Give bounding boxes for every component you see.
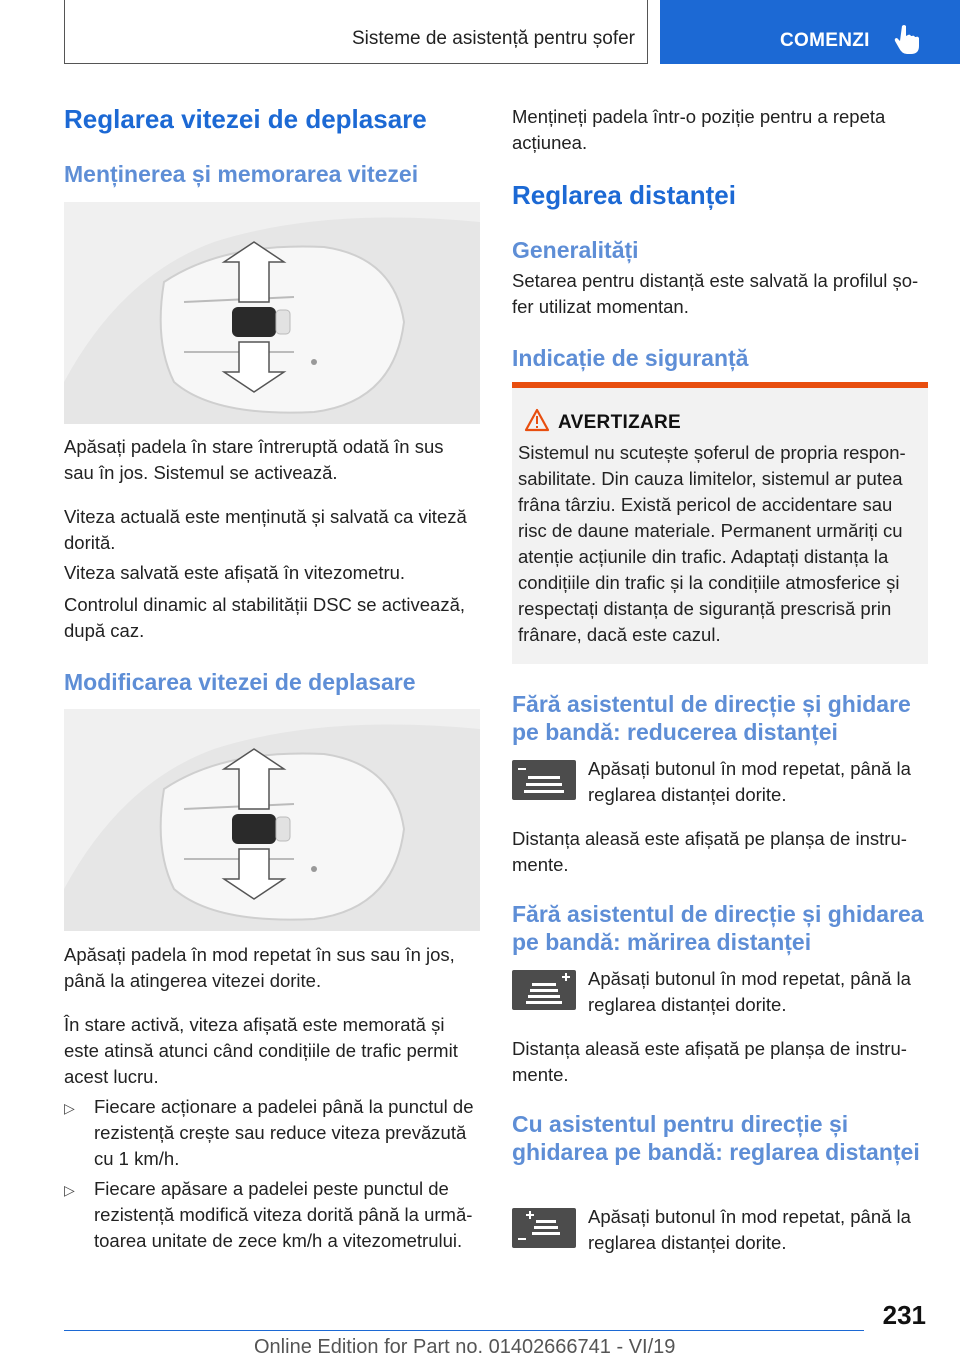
- section-tab: [64, 0, 648, 64]
- warning-triangle-icon: [524, 408, 550, 432]
- warning-title: AVERTIZARE: [558, 412, 681, 433]
- paragraph: Setarea pentru distanță este salvată la profilul șo-fer utilizat momentan.: [512, 270, 919, 317]
- subheading-assist-distance: Cu asistentul pentru direcție și ghidarea pe bandă: reglarea distanței: [512, 1111, 920, 1165]
- subheading-reduce-distance: Fără asistentul de direcție și ghidare pe bandă: reducerea distanței: [512, 691, 911, 745]
- subheading-general: Generalități: [512, 237, 639, 263]
- distance-adjust-button-icon: [512, 1208, 576, 1248]
- subheading-safety: Indicație de siguranță: [512, 345, 749, 371]
- footer-divider: [64, 1330, 864, 1331]
- paragraph: Apăsați padela în stare întreruptă odată în sus sau în jos. Sistemul se activează.: [64, 436, 444, 483]
- paragraph: Viteza actuală este menținută și salvată ca viteză dorită.: [64, 506, 467, 553]
- paragraph: Apăsați butonul în mod repetat, până la reglarea distanței dorite.: [588, 1206, 911, 1253]
- subheading-hold-speed: Menținerea și memorarea vitezei: [64, 161, 419, 187]
- distance-decrease-button-icon: [512, 760, 576, 800]
- paragraph: Controlul dinamic al stabilității DSC se activează, după caz.: [64, 594, 466, 641]
- warning-bar: [512, 382, 928, 388]
- subheading-increase-distance: Fără asistentul de direcție și ghidarea pe bandă: mărirea distanței: [512, 901, 924, 955]
- triangle-right-icon: ▷: [64, 1182, 75, 1198]
- heading-distance-control: Reglarea distanței: [512, 180, 736, 210]
- distance-increase-button-icon: [512, 970, 576, 1010]
- paragraph: Mențineți padela într-o poziție pentru a repeta acțiunea.: [512, 106, 886, 153]
- subheading-change-speed: Modificarea vitezei de deplasare: [64, 669, 416, 695]
- heading-speed-control: Reglarea vitezei de deplasare: [64, 104, 427, 134]
- steering-wheel-image: [64, 202, 480, 424]
- steering-wheel-image: [64, 709, 480, 931]
- triangle-right-icon: ▷: [64, 1100, 75, 1116]
- hand-pointer-icon: [894, 24, 920, 54]
- chapter-label: COMENZI: [780, 30, 870, 51]
- paragraph: Apăsați padela în mod repetat în sus sau în jos, până la atingerea vitezei dorite.: [64, 944, 455, 991]
- edition-text: Online Edition for Part no. 01402666741 - VI/19: [254, 1336, 676, 1358]
- paragraph: Apăsați butonul în mod repetat, până la reglarea distanței dorite.: [588, 968, 911, 1015]
- section-title: Sisteme de asistență pentru șofer: [351, 28, 635, 49]
- paragraph: Distanța aleasă este afișată pe planșa de instru-mente.: [512, 828, 907, 875]
- page-header: [0, 0, 960, 66]
- chapter-tab[interactable]: [660, 0, 960, 64]
- list-item: Fiecare apăsare a padelei peste punctul de rezistență modifică viteza dorită până la urmă-toarea unitate de zece km/h a vitezometrului.: [94, 1178, 473, 1251]
- warning-box: [512, 382, 928, 664]
- paragraph: Distanța aleasă este afișată pe planșa de instru-mente.: [512, 1038, 907, 1085]
- list-item: Fiecare acționare a padelei până la punctul de rezistență crește sau reduce viteza prevăzută cu 1 km/h.: [94, 1096, 474, 1169]
- paragraph: În stare activă, viteza afișată este memorată și este atinsă atunci când condițiile de trafic permit acest lucru.: [64, 1014, 458, 1087]
- page-number: 231: [882, 1300, 926, 1330]
- warning-text: Sistemul nu scutește șoferul de propria respon-sabilitate. Din cauza limitelor, sistemul ar putea frâna târziu. Există pericol de accidentare sau risc de daune materiale. Permanent urmăriți cu atenție acțiunile din trafic. Adaptați distanța la condițiile din trafic și la condițiile atmosferice și respectați distanța de siguranță prescrisă prin frânare, dacă este cazul.: [518, 442, 906, 645]
- paragraph: Viteza salvată este afișată în vitezometru.: [64, 562, 406, 583]
- steering-wheel-illustration: [64, 202, 480, 424]
- steering-wheel-illustration: [64, 709, 480, 931]
- paragraph: Apăsați butonul în mod repetat, până la reglarea distanței dorite.: [588, 758, 911, 805]
